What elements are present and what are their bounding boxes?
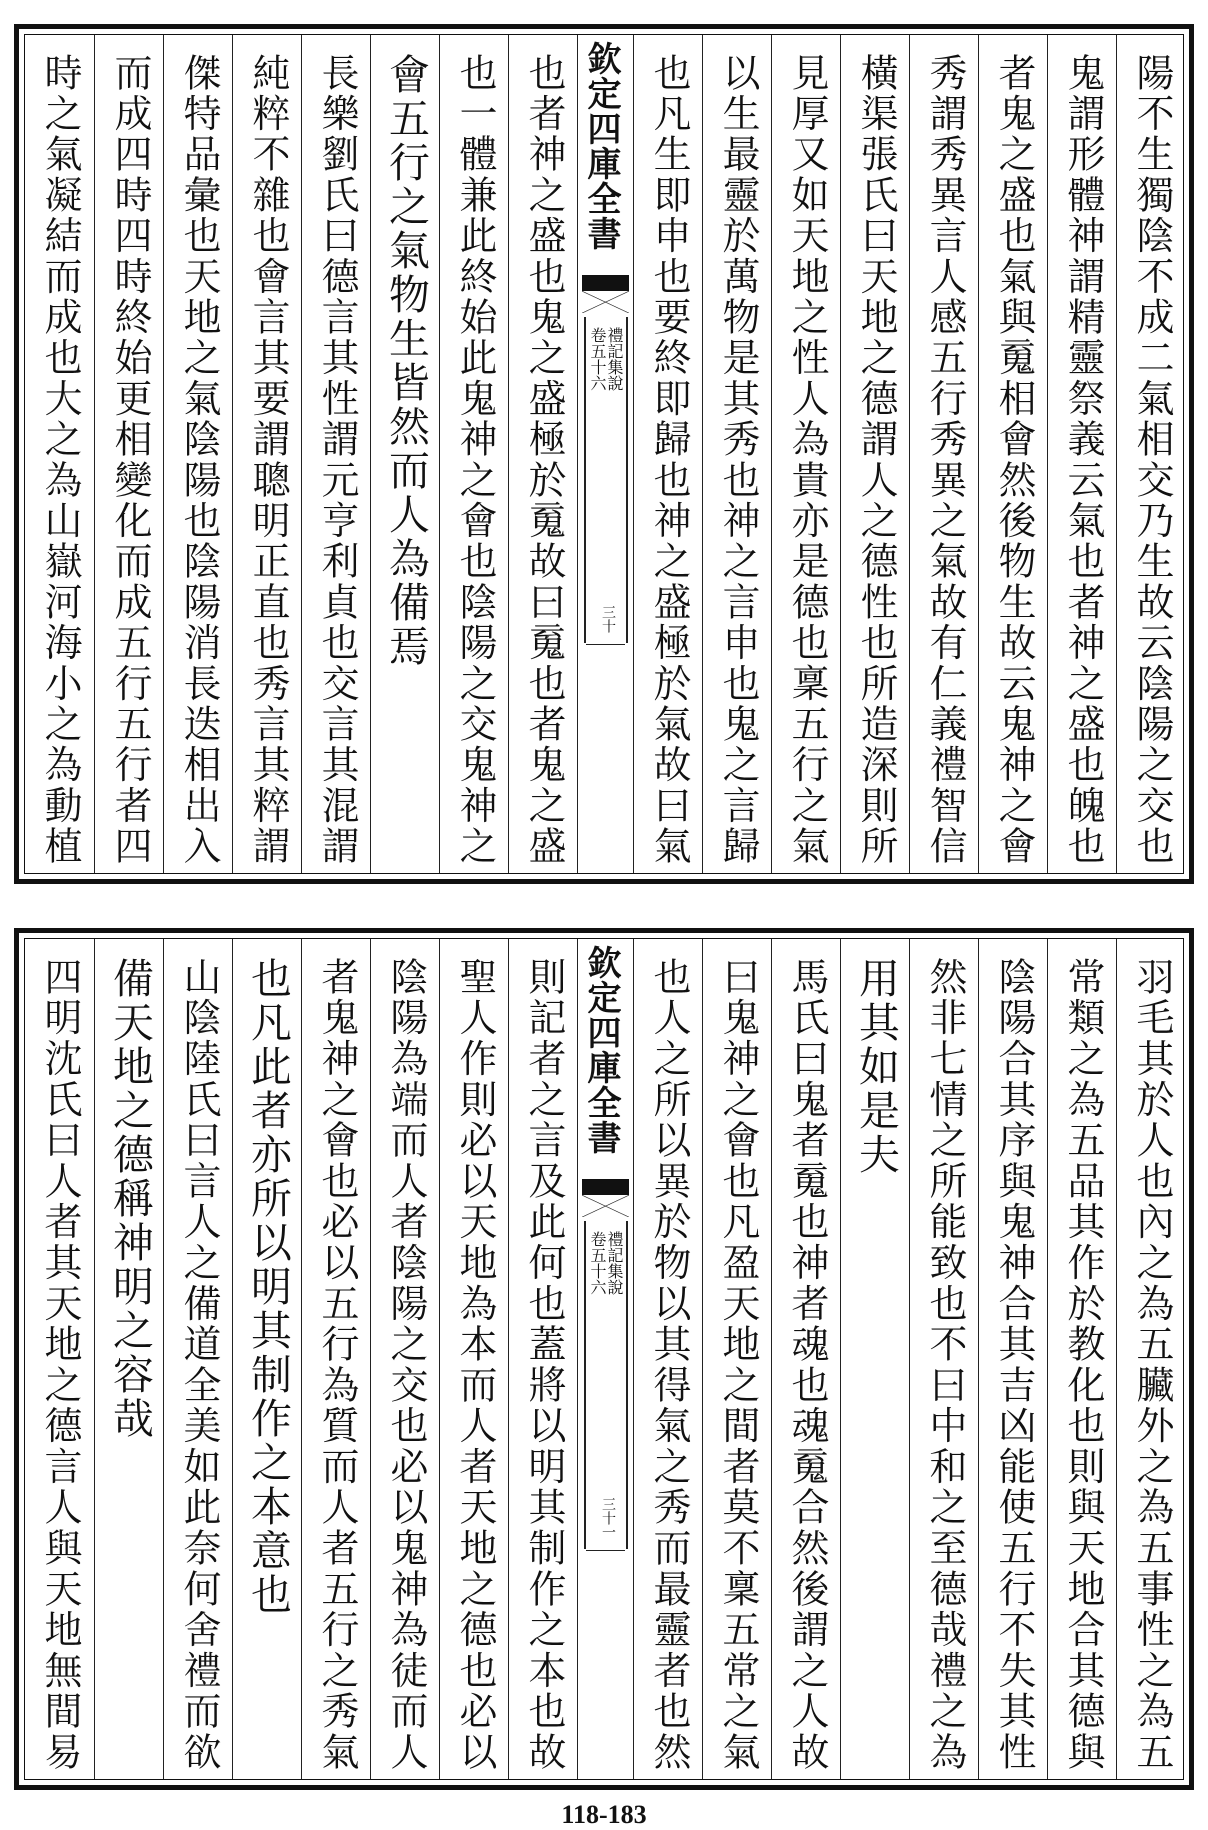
text-column xyxy=(909,939,978,1779)
text-column-right-4: 秀謂秀異言人感五行秀異之氣故有仁義禮智信 xyxy=(923,53,967,867)
top-page-frame xyxy=(24,34,1184,874)
margin-rule xyxy=(626,317,628,643)
text-column xyxy=(25,35,94,873)
text-column-left-4: 者鬼神之會也必以五行為質而人者五行之秀氣 xyxy=(315,957,359,1773)
text-column xyxy=(633,939,702,1779)
text-column xyxy=(702,35,771,873)
text-column-left-4: 長樂劉氏曰德言其性謂元亨利貞也交言其混謂 xyxy=(315,53,359,867)
text-column-left-2: 也一體兼此終始此鬼神之會也陰陽之交鬼神之 xyxy=(453,53,497,867)
page-number: 118-183 xyxy=(561,1800,647,1829)
text-column xyxy=(232,35,301,873)
text-column xyxy=(508,939,577,1779)
text-column-left-1: 則記者之言及此何也蓋將以明其制作之本也故 xyxy=(522,957,566,1773)
text-column-left-6: 傑特品彙也天地之氣陰陽也陰陽消長迭相出入 xyxy=(177,53,221,867)
center-margin-band xyxy=(577,35,633,873)
text-column-right-3: 者鬼之盛也氣與䰟相會然後物生故云鬼神之會 xyxy=(992,53,1036,867)
text-column-right-1: 羽毛其於人也內之為五臟外之為五事性之為五 xyxy=(1130,957,1174,1773)
margin-rule xyxy=(626,1221,628,1549)
text-column xyxy=(978,35,1047,873)
text-column xyxy=(163,35,232,873)
text-column xyxy=(439,939,508,1779)
folio-number: 三十 xyxy=(600,605,616,633)
text-column xyxy=(978,939,1047,1779)
bottom-page-panel xyxy=(14,928,1194,1790)
text-column xyxy=(840,35,909,873)
text-column-left-1: 也者神之盛也鬼之盛極於䰟故曰䰟也者鬼之盛 xyxy=(522,53,566,867)
text-column-right-5: 橫渠張氏曰天地之德謂人之德性也所造深則所 xyxy=(854,53,898,867)
text-column-left-7: 而成四時四時終始更相變化而成五行五行者四 xyxy=(108,53,152,867)
text-column-right-8: 也人之所以異於物以其得氣之秀而最靈者也然 xyxy=(647,957,691,1773)
text-column-left-3: 陰陽為端而人者陰陽之交也必以鬼神為徒而人 xyxy=(384,957,428,1773)
text-column-left-6: 山陰陸氏曰言人之備道全美如此奈何舍禮而欲 xyxy=(177,957,221,1773)
center-margin-band xyxy=(577,939,633,1779)
text-column xyxy=(1116,939,1185,1779)
text-column xyxy=(633,35,702,873)
text-column xyxy=(25,939,94,1779)
text-column xyxy=(1047,939,1116,1779)
text-column xyxy=(370,35,439,873)
text-column xyxy=(163,939,232,1779)
text-column xyxy=(771,939,840,1779)
book-title: 禮記集說 xyxy=(605,327,624,391)
text-column-right-3: 陰陽合其序與鬼神合其吉凶能使五行不失其性 xyxy=(992,957,1036,1773)
text-column xyxy=(301,35,370,873)
text-column-right-5: 用其如是夫 xyxy=(852,957,900,1177)
volume-number: 卷五十六 xyxy=(588,327,607,391)
folio-number: 三十一 xyxy=(600,1497,616,1539)
text-column xyxy=(840,939,909,1779)
text-column xyxy=(702,939,771,1779)
top-page-panel xyxy=(14,24,1194,884)
text-column-right-6: 見厚又如天地之性人為貴亦是德也稟五行之氣 xyxy=(785,53,829,867)
text-column-right-7: 以生最靈於萬物是其秀也神之言申也鬼之言歸 xyxy=(716,53,760,867)
fishtail-mark-icon xyxy=(582,1179,629,1219)
margin-rule xyxy=(586,644,625,646)
text-column-left-5: 也凡此者亦所以明其制作之本意也 xyxy=(244,957,292,1617)
text-column xyxy=(232,939,301,1779)
margin-rule xyxy=(584,317,586,643)
margin-rule xyxy=(586,1550,625,1552)
text-column xyxy=(909,35,978,873)
text-column xyxy=(301,939,370,1779)
text-column-right-1: 陽不生獨陰不成二氣相交乃生故云陰陽之交也 xyxy=(1130,53,1174,867)
volume-number: 卷五十六 xyxy=(588,1231,607,1295)
text-column xyxy=(94,939,163,1779)
text-column-left-8: 時之氣凝結而成也大之為山嶽河海小之為動植 xyxy=(38,53,82,867)
text-column-right-6: 馬氏曰鬼者䰟也神者魂也魂䰟合然後謂之人故 xyxy=(785,957,829,1773)
text-column xyxy=(370,939,439,1779)
text-column xyxy=(771,35,840,873)
margin-rule xyxy=(584,1221,586,1549)
bottom-page-frame xyxy=(24,938,1184,1780)
text-column-right-2: 鬼謂形體神謂精靈祭義云氣也者神之盛也魄也 xyxy=(1061,53,1105,867)
text-column-left-2: 聖人作則必以天地為本而人者天地之德也必以 xyxy=(453,957,497,1773)
text-column-left-7: 備天地之德稱神明之容哉 xyxy=(106,957,154,1441)
collection-title: 欽定四庫全書 xyxy=(581,945,621,1155)
text-column xyxy=(1116,35,1185,873)
text-column-left-8: 四明沈氏曰人者其天地之德言人與天地無間易 xyxy=(38,957,82,1773)
text-column-left-5: 純粹不雜也會言其要謂聰明正直也秀言其粹謂 xyxy=(246,53,290,867)
text-column-left-3: 會五行之氣物生皆然而人為備焉 xyxy=(382,53,430,669)
text-column-right-7: 曰鬼神之會也凡盈天地之間者莫不稟五常之氣 xyxy=(716,957,760,1773)
book-title: 禮記集說 xyxy=(605,1231,624,1295)
text-column xyxy=(1047,35,1116,873)
text-column-right-8: 也凡生即申也要終即歸也神之盛極於氣故曰氣 xyxy=(647,53,691,867)
text-column xyxy=(94,35,163,873)
text-column-right-4: 然非七情之所能致也不曰中和之至德哉禮之為 xyxy=(923,957,967,1773)
text-column xyxy=(439,35,508,873)
collection-title: 欽定四庫全書 xyxy=(581,41,621,251)
text-column-right-2: 常類之為五品其作於教化也則與天地合其德與 xyxy=(1061,957,1105,1773)
fishtail-mark-icon xyxy=(582,275,629,315)
text-column xyxy=(508,35,577,873)
